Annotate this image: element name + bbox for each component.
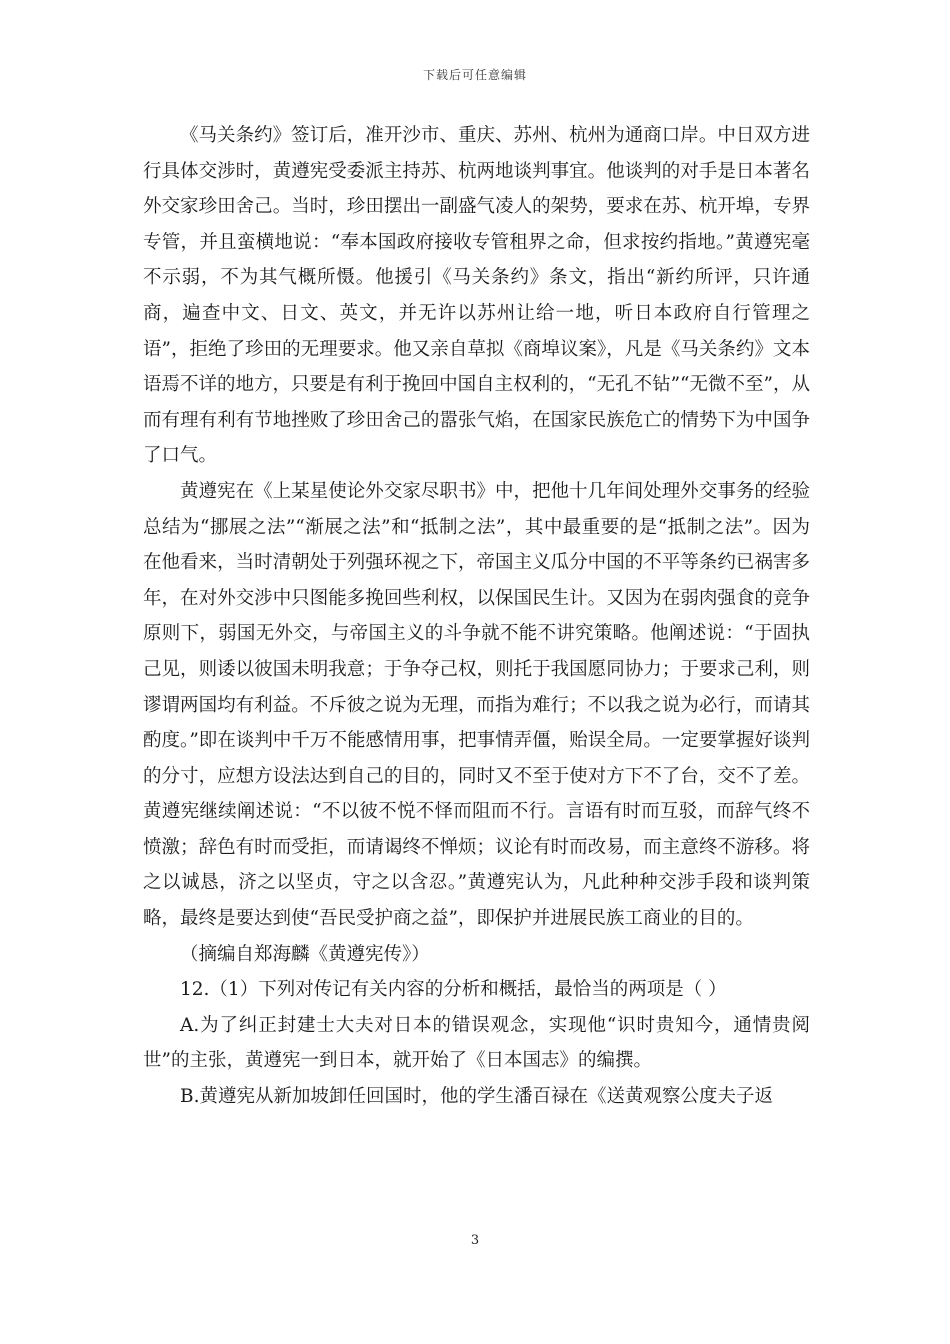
option-b: B.黄遵宪从新加坡卸任回国时，他的学生潘百禄在《送黄观察公度夫子返 — [180, 1086, 773, 1108]
option-a: A.为了纠正封建士大夫对日本的错误观念，实现他“识时贵知今，通情贵阅世”的主张，黄遵宪一到日本，就开始了《日本国志》的编撰。 — [143, 1014, 810, 1072]
paragraph-negotiation: 《马关条约》签订后，准开沙市、重庆、苏州、杭州为通商口岸。中日双方进行具体交涉时，黄遵宪受委派主持苏、杭两地谈判事宜。他谈判的对手是日本著名外交家珍田舍己。当时，珍田摆出一副盛气凌人的架势，要求在苏、杭开埠，专界专管，并且蛮横地说：“奉本国政府接收专管租界之命，但求按约指地。”黄遵宪毫不示弱，不为其气概所慑。他援引《马关条约》条文，指出“新约所评，只许通商，遍查中文、日文、英文，并无许以苏州让给一地，听日本政府自行管理之语”，拒绝了珍田的无理要求。他又亲自草拟《商埠议案》，凡是《马关条约》文本语焉不详的地方，只要是有利于挽回中国自主权利的，“无孔不钻”“无微不至”，从而有理有利有节地挫败了珍田舍己的嚣张气焰，在国家民族危亡的情势下为中国争了口气。 — [143, 125, 810, 467]
page-header: 下载后可任意编辑 — [422, 68, 527, 82]
page-number: 3 — [470, 1233, 480, 1248]
document-body — [143, 118, 810, 1115]
paragraph-diplomacy-methods: 黄遵宪在《上某星使论外交家尽职书》中，把他十几年间处理外交事务的经验总结为“挪展之法”“渐展之法”和“抵制之法”，其中最重要的是“抵制之法”。因为在他看来，当时清朝处于列强环视之下，帝国主义瓜分中国的不平等条约已祸害多年，在对外交涉中只图能多挽回些利权，以保国民生计。又因为在弱肉强食的竞争原则下，弱国无外交，与帝国主义的斗争就不能不讲究策略。他阐述说：“于固执己见，则诿以彼国未明我意；于争夺己权，则托于我国愿同协力；于要求己利，则谬谓两国均有利益。不斥彼之说为无理，而指为难行；不以我之说为必行，而请其酌度。”即在谈判中千万不能感情用事，把事情弄僵，贻误全局。一定要掌握好谈判的分寸，应想方设法达到自己的目的，同时又不至于使对方下不了台，交不了差。黄遵宪继续阐述说：“不以彼不悦不怿而阻而不行。言语有时而互驳，而辞气终不愤激；辞色有时而受拒，而请谒终不惮烦；议论有时而改易，而主意终不游移。将之以诚恳，济之以坚贞，守之以含忍。”黄遵宪认为，凡此种种交涉手段和谈判策略，最终是要达到使“吾民受护商之益”，即保护并进展民族工商业的目的。 — [143, 480, 810, 930]
source-citation: （摘编自郑海麟《黄遵宪传》） — [180, 943, 430, 965]
question-stem: 12.（1）下列对传记有关内容的分析和概括，最恰当的两项是（ ） — [180, 979, 727, 1001]
